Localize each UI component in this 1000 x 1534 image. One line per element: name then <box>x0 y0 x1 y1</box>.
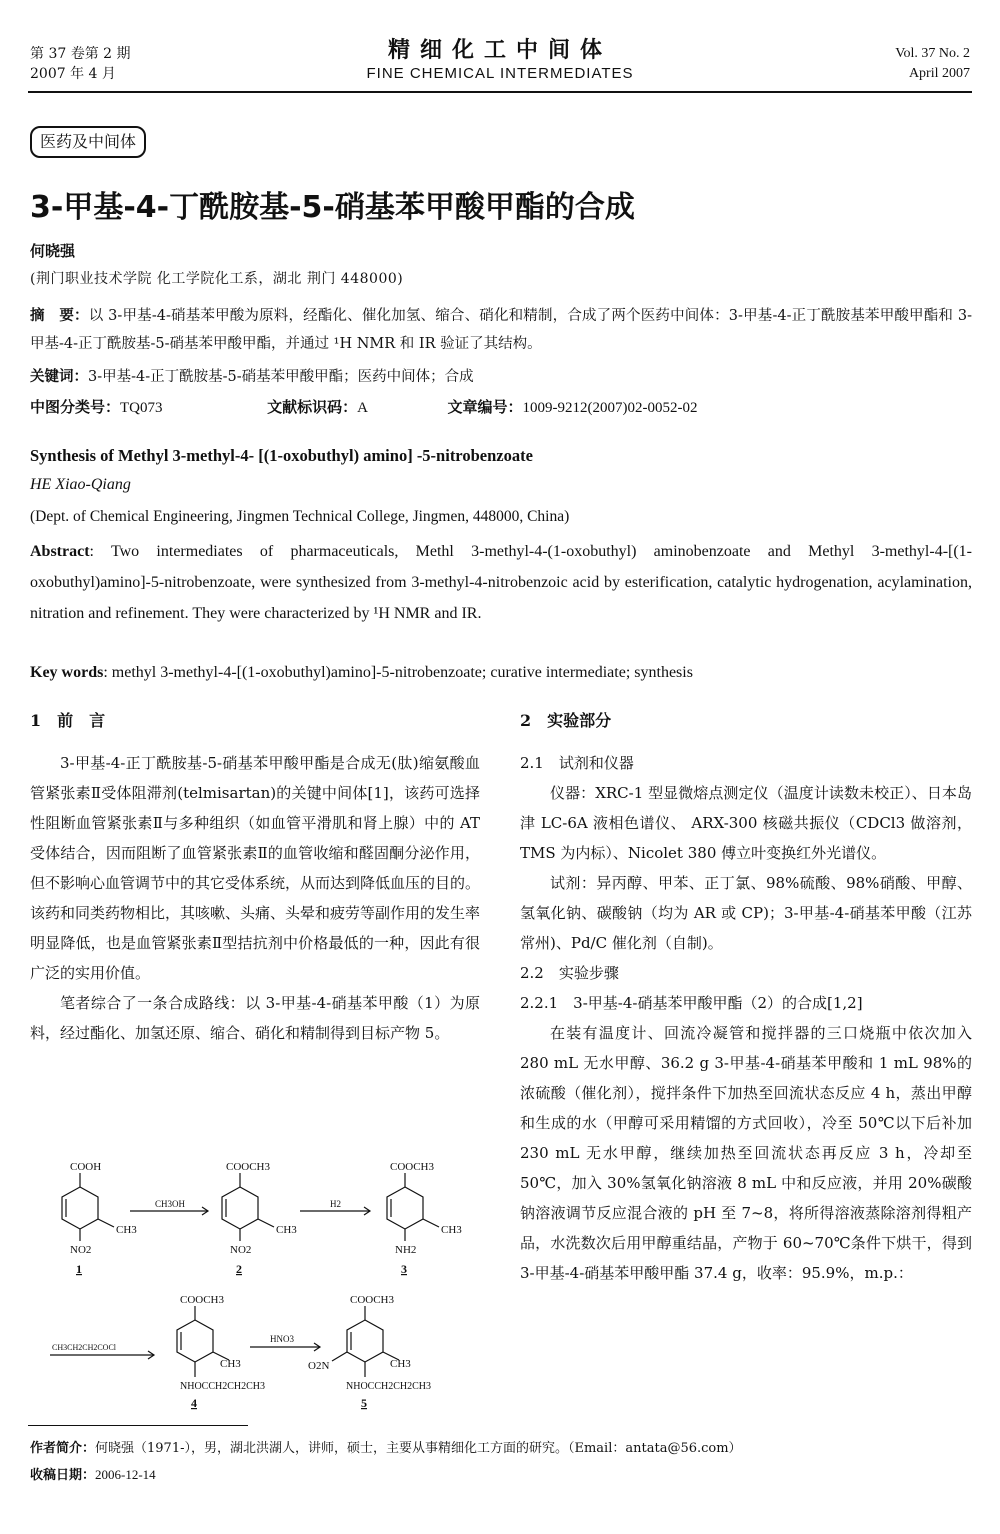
compound-number-5: 5 <box>361 1396 367 1410</box>
affiliation-cn: (荆门职业技术学院 化工学院化工系，湖北 荆门 448000) <box>30 271 404 287</box>
doc-code-label: 文献标识码： <box>267 398 358 416</box>
c3-top-label: COOCH3 <box>390 1161 435 1173</box>
classification-row <box>30 395 970 420</box>
c2-side-label: CH3 <box>276 1224 297 1236</box>
subsection-2-2-heading: 2.2 实验步骤 <box>520 964 619 982</box>
received-date <box>30 1462 742 1489</box>
section2-heading: 2 实验部分 <box>520 711 612 730</box>
compound-number-1: 1 <box>76 1262 82 1276</box>
author-en: HE Xiao-Qiang <box>30 476 131 493</box>
right-column <box>520 708 972 1288</box>
running-header-right <box>895 44 970 84</box>
keywords-cn-label: 关键词： <box>30 368 88 385</box>
subsection-2-1-heading: 2.1 试剂和仪器 <box>520 754 634 772</box>
c5-side-label: CH3 <box>390 1358 411 1370</box>
c1-side-label: CH3 <box>116 1224 137 1236</box>
article-title-cn: 3-甲基-4-丁酰胺基-5-硝基苯甲酸甲酯的合成 <box>30 190 635 225</box>
procedure-paragraph: 在装有温度计、回流冷凝管和搅拌器的三口烧瓶中依次加入 280 mL 无水甲醇、36.2 g 3-甲基-4-硝基苯甲酸和 1 mL 98%的浓硫酸（催化剂），搅拌条件下加热至回流状态反应 4 h，蒸出甲醇和生成的水（甲醇可采用精馏的方式回收），冷至 50℃以下后补加 230 mL 无水甲醇，继续加热至回流状态再反应 3 h，冷却至 50℃，加入 30%氢氧化钠溶液 8 mL 中和反应液，并用 20%碳酸钠溶液调节反应混合液的 pH 至 7~8，将所得溶液蒸除溶剂得粗产品，水洗数次后用甲醇重结晶，产物于 60~70℃条件下烘干，得到 3-甲基-4-硝基苯甲酸甲酯 37.4 g，收率：95.9%，m.p.： <box>520 1024 972 1282</box>
c1-top-label: COOH <box>70 1161 102 1173</box>
c5-top-label: COOCH3 <box>350 1294 395 1306</box>
author-bio <box>30 1436 742 1462</box>
c4-bottom-label: NHOCCH2CH2CH3 <box>180 1381 266 1392</box>
intro-paragraph-2: 笔者综合了一条合成路线：以 3-甲基-4-硝基苯甲酸（1）为原料，经过酯化、加氢还原、缩合、硝化和精制得到目标产物 5。 <box>30 994 480 1042</box>
footnote-rule <box>28 1425 248 1426</box>
subsection-2-2-1-heading: 2.2.1 3-甲基-4-硝基苯甲酸甲酯（2）的合成[1,2] <box>520 994 863 1012</box>
keywords-en: Key words: methyl 3-methyl-4-[(1-oxobuthyl)amino]-5-nitrobenzoate; curative intermediate; synthesis <box>30 664 693 681</box>
header-rule <box>28 91 972 93</box>
intro-paragraph-1: 3-甲基-4-正丁酰胺基-5-硝基苯甲酸甲酯是合成无(肽)缩氨酸血管紧张素Ⅱ受体阻滞剂(telmisartan)的关键中间体[1]，该药可选择性阻断血管紧张素Ⅱ与多种组织（如血管平滑肌和肾上腺）中的 AT 受体结合，因而阻断了血管紧张素Ⅱ的血管收缩和醛固酮分泌作用，但不影响心血管调节中的其它受体系统，从而达到降低血压的目的。该药和同类药物相比，其咳嗽、头痛、头晕和疲劳等副作用的发生率明显降低，也是血管紧张素Ⅱ型拮抗剂中价格最低的一种，因此有很广泛的实用价值。 <box>30 754 481 982</box>
c5-bottom-label: NHOCCH2CH2CH3 <box>346 1381 432 1392</box>
abstract-en-text: Two intermediates of pharmaceuticals, Methl 3-methyl-4-(1-oxobuthyl) aminobenzoate and Methyl 3-methyl-4-[(1-oxobuthyl)amino]-5-nitrobenzoate, were synthesized from 3-methyl-4-nitrobenzoic acid by esterification, catalytic hydrogenation, acylamination, nitration and refinement. They were characterized by ¹H NMR and IR. <box>30 543 973 622</box>
abstract-en-label: Abstract <box>30 543 90 560</box>
benzene-ring-1 <box>62 1187 98 1229</box>
reaction-scheme <box>30 1155 490 1415</box>
reagent-3: CH3CH2CH2COCl <box>52 1343 117 1352</box>
received-date-label: 收稿日期： <box>30 1468 96 1483</box>
compound-number-3: 3 <box>401 1262 407 1276</box>
doc-code-value: A <box>357 400 368 416</box>
date-en: April 2007 <box>908 66 970 81</box>
volume-issue-en: Vol. 37 No. 2 <box>895 46 970 61</box>
article-title-en: Synthesis of Methyl 3-methyl-4- [(1-oxobuthyl) amino] -5-nitrobenzoate <box>30 446 533 465</box>
benzene-ring-3 <box>387 1187 423 1229</box>
c4-top-label: COOCH3 <box>180 1294 225 1306</box>
c2-bottom-label: NO2 <box>230 1244 252 1256</box>
section1-heading: 1 前 言 <box>30 711 106 730</box>
article-number-label: 文章编号： <box>447 398 523 416</box>
benzene-ring-2 <box>222 1187 258 1229</box>
date-cn: 2007 年 4 月 <box>30 66 116 82</box>
author-bio-label: 作者简介： <box>30 1441 96 1456</box>
reagent-4: HNO3 <box>270 1334 294 1344</box>
reagent-2: H2 <box>330 1199 341 1209</box>
running-header-left <box>30 44 131 84</box>
journal-name-cn: 精细化工中间体 <box>387 37 612 63</box>
c4-side-label: CH3 <box>220 1358 241 1370</box>
journal-name <box>300 36 700 84</box>
compound-number-4: 4 <box>191 1396 197 1410</box>
instruments-paragraph: 仪器：XRC-1 型显微熔点测定仪（温度计读数未校正）、日本岛津 LC-6A 液相色谱仪、 ARX-300 核磁共振仪（CDCl3 做溶剂，TMS 为内标）、Nicolet 380 傅立叶变换红外光谱仪。 <box>520 784 972 862</box>
article-number-value: 1009-9212(2007)02-0052-02 <box>522 400 698 416</box>
reagent-1: CH3OH <box>155 1199 186 1209</box>
keywords-en-text: methyl 3-methyl-4-[(1-oxobuthyl)amino]-5-nitrobenzoate; curative intermediate; synthesis <box>111 664 693 681</box>
left-column <box>30 708 480 1048</box>
c3-side-label: CH3 <box>441 1224 462 1236</box>
clc-label: 中图分类号： <box>30 398 121 416</box>
benzene-ring-5 <box>347 1320 383 1362</box>
section-tag: 医药及中间体 <box>30 126 146 158</box>
affiliation-en: (Dept. of Chemical Engineering, Jingmen Technical College, Jingmen, 448000, China) <box>30 508 570 525</box>
c1-bottom-label: NO2 <box>70 1244 92 1256</box>
c2-top-label: COOCH3 <box>226 1161 271 1173</box>
journal-name-en: FINE CHEMICAL INTERMEDIATES <box>366 65 634 82</box>
benzene-ring-4 <box>177 1320 213 1362</box>
c5-left-label: O2N <box>308 1360 330 1372</box>
compound-number-2: 2 <box>236 1262 242 1276</box>
author-bio-text: 何晓强（1971-），男，湖北洪湖人，讲师，硕士，主要从事精细化工方面的研究。（Email：antata@56.com） <box>95 1441 742 1456</box>
keywords-cn-text: 3-甲基-4-正丁酰胺基-5-硝基苯甲酸甲酯；医药中间体；合成 <box>88 369 474 385</box>
author-cn: 何晓强 <box>30 242 76 260</box>
clc-value: TQ073 <box>120 400 163 416</box>
abstract-cn <box>30 302 972 358</box>
footnote <box>30 1436 742 1489</box>
reagents-paragraph: 试剂：异丙醇、甲苯、正丁氯、98%硫酸、98%硝酸、甲醇、氢氧化钠、碳酸钠（均为 AR 或 CP)；3-甲基-4-硝基苯甲酸（江苏常州)、Pd/C 催化剂（自制)。 <box>520 874 972 952</box>
keywords-cn <box>30 363 474 391</box>
abstract-en: Abstract: Two intermediates of pharmaceuticals, Methl 3-methyl-4-(1-oxobuthyl) aminobenzoate and Methyl 3-methyl-4-[(1-oxobuthyl)amino]-5-nitrobenzoate, were synthesized from 3-methyl-4-nitrobenzoic acid by esterification, catalytic hydrogenation, acylamination, nitration and refinement. They were characterized by ¹H NMR and IR. <box>30 543 973 622</box>
abstract-cn-label: 摘 要： <box>30 307 89 324</box>
volume-issue-cn: 第 37 卷第 2 期 <box>30 46 131 62</box>
received-date-value: 2006-12-14 <box>95 1467 156 1482</box>
keywords-en-label: Key words <box>30 664 104 681</box>
c3-bottom-label: NH2 <box>395 1244 417 1256</box>
abstract-cn-text: 以 3-甲基-4-硝基苯甲酸为原料，经酯化、催化加氢、缩合、硝化和精制，合成了两个医药中间体：3-甲基-4-正丁酰胺基苯甲酸甲酯和 3-甲基-4-正丁酰胺基-5-硝基苯甲酸甲酯，并通过 ¹H NMR 和 IR 验证了其结构。 <box>30 308 973 352</box>
